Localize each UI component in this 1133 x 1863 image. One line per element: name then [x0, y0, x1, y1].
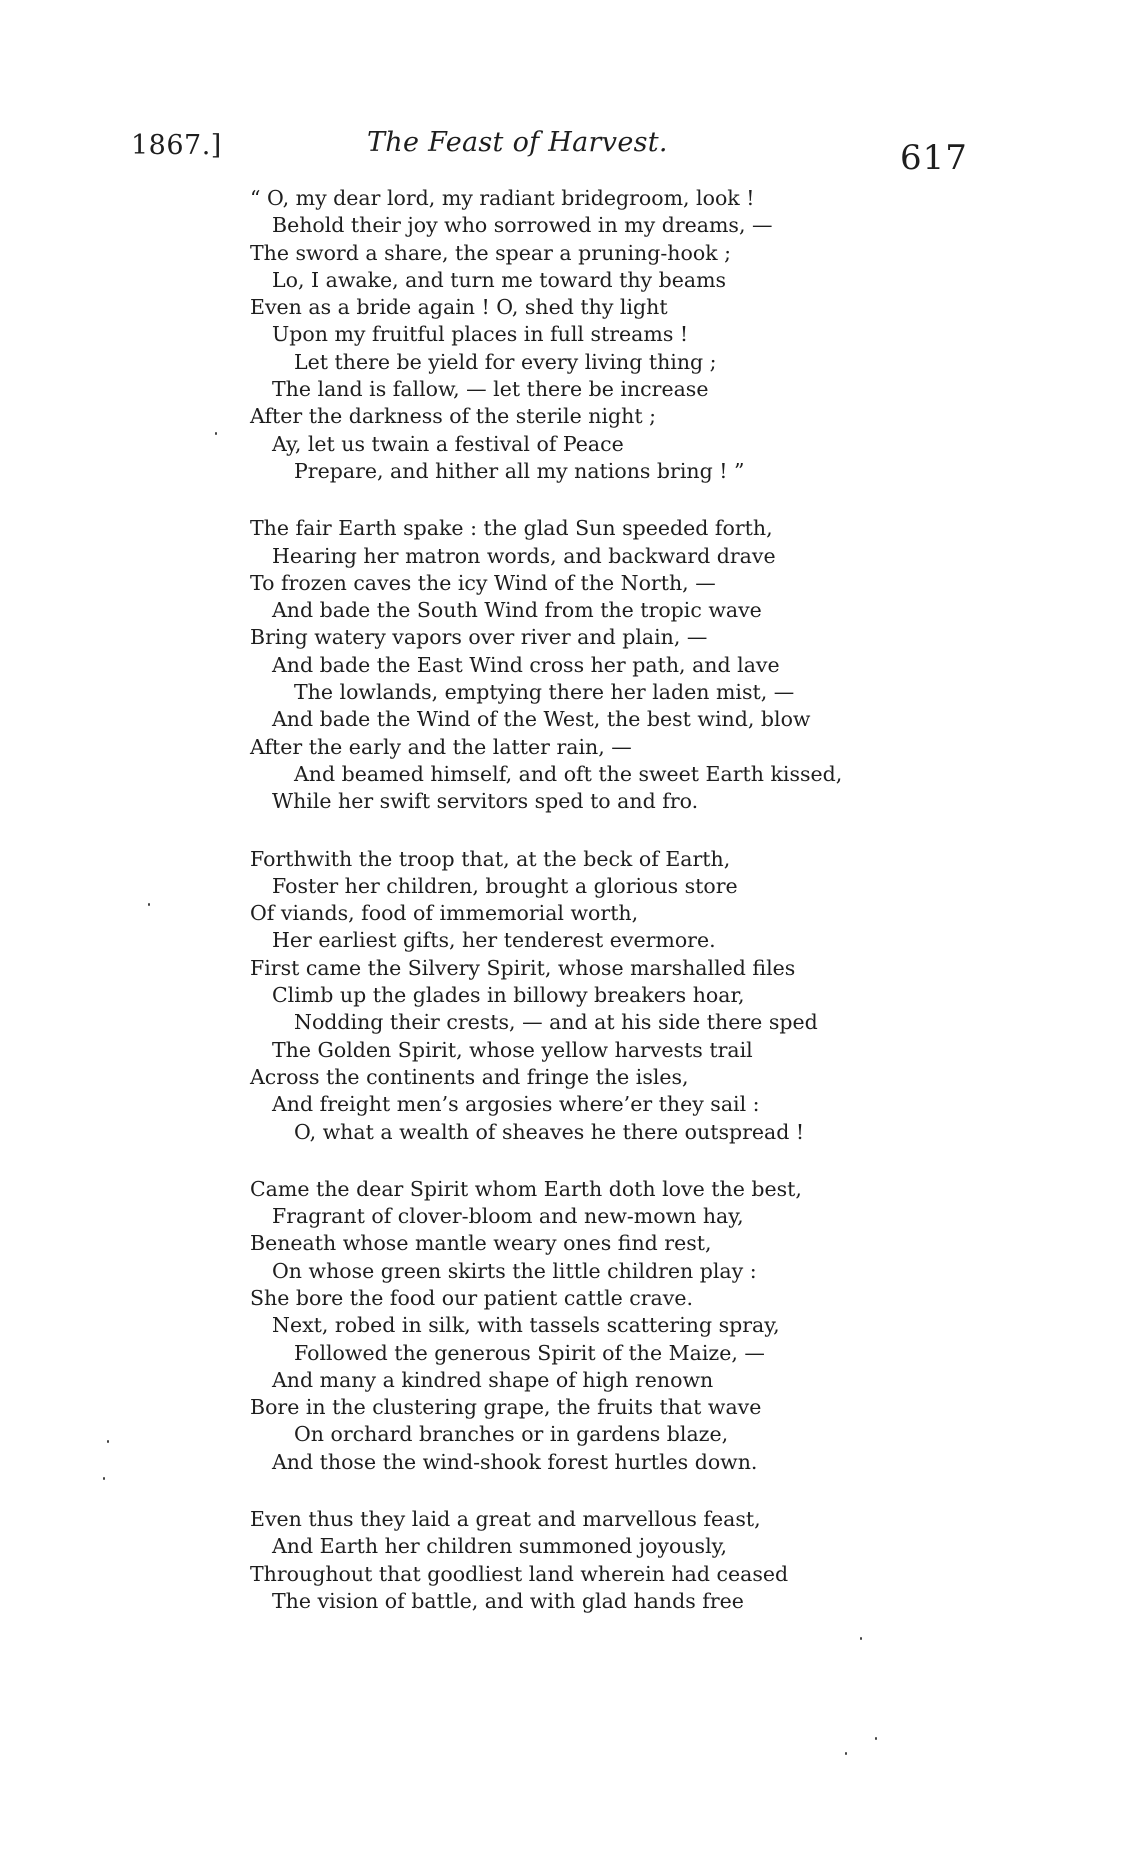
poem-line: Fragrant of clover-bloom and new-mown hay, [272, 1204, 744, 1229]
poem-line: Lo, I awake, and turn me toward thy beams [272, 267, 727, 292]
poem-line: First came the Silvery Spirit, whose marshalled files [250, 955, 796, 980]
poem-line: “ O, my dear lord, my radiant bridegroom, look ! [250, 186, 755, 210]
poem-line: And bade the Wind of the West, the best wind, blow [272, 707, 811, 732]
poem-body [250, 185, 950, 1645]
poem-line: After the early and the latter rain, — [250, 734, 632, 759]
poem-line: Of viands, food of immemorial worth, [250, 901, 639, 926]
poem-line: And those the wind-shook forest hurtles down. [272, 1449, 758, 1474]
scan-speck [860, 1637, 862, 1640]
poem-line: Followed the generous Spirit of the Maize, — [294, 1340, 765, 1365]
poem-line: To frozen caves the icy Wind of the North, — [250, 570, 716, 595]
poem-line: The Golden Spirit, whose yellow harvests trail [272, 1037, 753, 1062]
poem-line: Came the dear Spirit whom Earth doth love the best, [250, 1176, 802, 1201]
poem-line: Ay, let us twain a festival of Peace [272, 431, 624, 456]
stanza [250, 1506, 950, 1615]
poem-line: The fair Earth spake : the glad Sun speeded forth, [250, 516, 773, 541]
running-head-title: The Feast of Harvest. [367, 127, 668, 158]
poem-line: The land is fallow, — let there be increase [272, 377, 709, 402]
scan-speck [215, 432, 217, 435]
poem-line: Bore in the clustering grape, the fruits that wave [250, 1395, 762, 1420]
scan-speck [845, 1752, 847, 1755]
poem-line: And beamed himself, and oft the sweet Earth kissed, [294, 761, 843, 786]
poem-line: And Earth her children summoned joyously, [272, 1534, 728, 1559]
poem-line: Across the continents and fringe the isles, [250, 1064, 689, 1089]
poem-line: Next, robed in silk, with tassels scattering spray, [272, 1313, 780, 1338]
poem-line: Prepare, and hither all my nations bring ! ” [294, 458, 745, 483]
poem-line: The sword a share, the spear a pruning-hook ; [250, 240, 732, 265]
poem-line: Climb up the glades in billowy breakers hoar, [272, 983, 745, 1008]
poem-line: While her swift servitors sped to and fro. [272, 789, 699, 814]
poem-line: And freight men’s argosies where’er they sail : [272, 1092, 760, 1117]
poem-line: Bring watery vapors over river and plain, — [250, 625, 708, 650]
poem-line: Foster her children, brought a glorious store [272, 873, 738, 898]
poem-line: Her earliest gifts, her tenderest evermore. [272, 928, 716, 953]
poem-line: Upon my fruitful places in full streams ! [272, 322, 689, 347]
poem-line: Forthwith the troop that, at the beck of Earth, [250, 846, 731, 871]
poem-line: Even as a bride again ! O, shed thy light [250, 295, 668, 320]
scan-speck [107, 1440, 109, 1443]
poem-line: Throughout that goodliest land wherein had ceased [250, 1561, 789, 1586]
poem-line: Even thus they laid a great and marvellous feast, [250, 1507, 761, 1532]
poem-line: O, what a wealth of sheaves he there outspread ! [294, 1119, 805, 1144]
stanza [250, 515, 950, 815]
poem-line: Behold their joy who sorrowed in my dreams, — [272, 213, 773, 238]
poem-line: The lowlands, emptying there her laden mist, — [294, 680, 795, 705]
poem-line: On orchard branches or in gardens blaze, [294, 1422, 729, 1447]
poem-line: After the darkness of the sterile night ; [250, 404, 656, 429]
poem-line: Hearing her matron words, and backward drave [272, 543, 776, 568]
scan-speck [875, 1737, 877, 1740]
poem-line: On whose green skirts the little children play : [272, 1258, 757, 1283]
poem-line: She bore the food our patient cattle crave. [250, 1285, 694, 1310]
poem-line: And many a kindred shape of high renown [272, 1367, 714, 1392]
poem-line: Let there be yield for every living thing ; [294, 349, 717, 374]
scan-speck [148, 903, 150, 906]
stanza [250, 185, 950, 485]
poem-line: The vision of battle, and with glad hands free [272, 1588, 744, 1613]
poem-line: Beneath whose mantle weary ones find rest, [250, 1231, 712, 1256]
poem-line: And bade the East Wind cross her path, and lave [272, 652, 780, 677]
poem-line: And bade the South Wind from the tropic wave [272, 598, 762, 623]
poem-line: Nodding their crests, — and at his side there sped [294, 1010, 818, 1035]
running-head-year: 1867.] [131, 130, 222, 161]
page-number: 617 [900, 138, 968, 178]
scan-speck [103, 1477, 105, 1480]
stanza [250, 846, 950, 1146]
stanza [250, 1176, 950, 1476]
